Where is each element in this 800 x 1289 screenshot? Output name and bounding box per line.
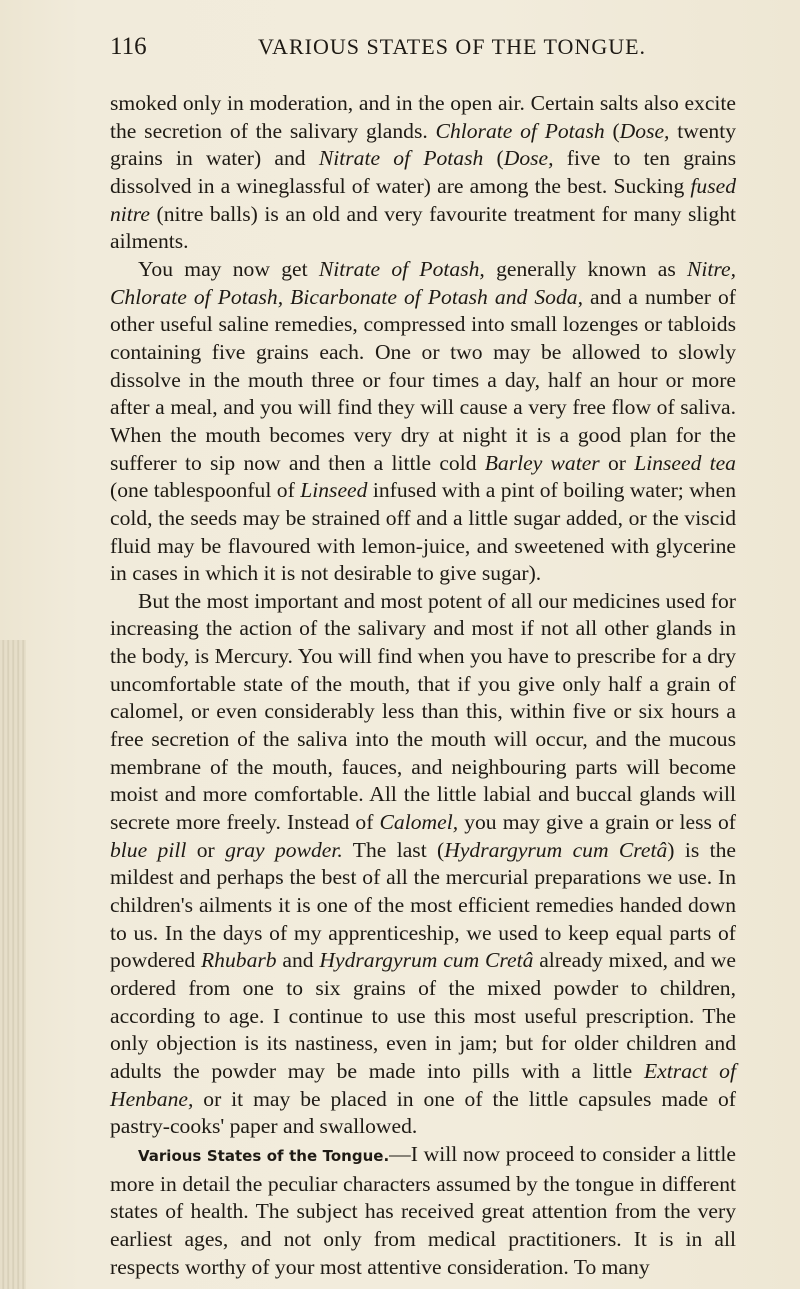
italic-run: Dose, (619, 118, 670, 143)
section-sidehead: Various States of the Tongue. (138, 1146, 390, 1165)
text-run: twenty grains in water) and (110, 118, 737, 171)
italic-run: Barley water (484, 450, 600, 475)
italic-run: blue pill (110, 837, 187, 862)
italic-run: Nitrate of Potash (318, 146, 484, 171)
text-run: You may now get (138, 256, 319, 281)
italic-run: Linseed tea (634, 450, 736, 475)
running-head: VARIOUS STATES OF THE TONGUE. (258, 34, 647, 59)
text-run: or (186, 837, 226, 862)
paragraph (110, 1141, 736, 1281)
italic-run: Nitrate of Potash, (318, 256, 485, 281)
italic-run: fused nitre (110, 173, 736, 226)
italic-run: Nitre, Chlorate of Potash, Bicarbonate of Potash and Soda, (110, 256, 736, 309)
text-run: (one tablespoonful of (110, 478, 301, 503)
italic-run: Chlorate of Potash (435, 118, 605, 143)
text-run: five to ten grains dissolved in a wineglassful of water) are among the best. Sucking (110, 146, 737, 198)
page-edge-shadow (0, 640, 26, 1289)
text-run: already mixed, and we ordered from one to six grains of the mixed powder to children, according to age. I continue to use this most useful prescription. The only objection is its nastiness, even in jam; but for older children and adults the powder may be made into pills with a little (110, 948, 736, 1083)
italic-run: gray powder. (225, 837, 343, 862)
italic-run: Calomel, (379, 810, 459, 835)
body-text (110, 90, 736, 1281)
text-run: The last ( (342, 837, 445, 862)
text-run: ( (604, 118, 620, 143)
text-run: generally known as (484, 256, 687, 281)
text-run: But the most important and most potent of all our medicines used for increasing the action of the salivary and most if not all other glands in the body, is Mercury. You will find when you have to prescribe for a dry uncomfortable state of the mouth, that if you give only half a grain of calomel, or even considerably less than this, within five or six hours a free secretion of the saliva into the mouth will occur, and the mucous membrane of the mouth, fauces, and neighbouring parts will become moist and more comfortable. All the little labial and buccal glands will secrete more freely. Instead of (110, 588, 736, 835)
paragraph (110, 90, 736, 256)
italic-run: Hydrargyrum cum Cretâ (319, 948, 534, 973)
text-run: or it may be placed in one of the little capsules made of pastry-cooks' paper and swallowed. (110, 1086, 736, 1139)
text-run: infused with a pint of boiling water; when cold, the seeds may be strained off and a little sugar added, or the viscid fluid may be flavoured with lemon-juice, and sweetened with glycerine in cases in which it is not desirable to give sugar). (110, 478, 736, 586)
text-run: you may give a grain or less of (458, 810, 736, 835)
text-run: ) is the mildest and perhaps the best of all the mercurial preparations we use. In children's ailments it is one of the most efficient remedies handed down to us. In the days of my apprenticeship, we used to keep equal parts of powdered (110, 837, 736, 973)
page-number: 116 (110, 33, 147, 60)
text-run: and a number of other useful saline remedies, compressed into small lozenges or tabloids containing five grains each. One or two may be allowed to slowly dissolve in the mouth three or four times a day, half an hour or more after a meal, and you will find they will cause a very free flow of saliva. When the mouth becomes very dry at night it is a good plan for the sufferer to sip now and then a little cold (110, 284, 736, 475)
italic-run: Extract of Henbane, (110, 1058, 736, 1111)
text-run: ( (483, 146, 504, 171)
italic-run: Dose, (503, 146, 554, 171)
italic-run: Rhubarb (200, 948, 277, 973)
italic-run: Hydrargyrum cum Cretâ (444, 837, 668, 862)
paragraph (110, 256, 736, 588)
text-run: smoked only in moderation, and in the open air. Certain salts also excite the secretion of the salivary glands. (110, 91, 736, 143)
text-run: or (599, 450, 635, 475)
page-header (110, 33, 730, 67)
italic-run: Linseed (300, 478, 368, 503)
text-run: (nitre balls) is an old and very favourite treatment for many slight ailments. (110, 201, 736, 254)
text-run: —I will now proceed to consider a little more in detail the peculiar characters assumed by the tongue in different states of health. The subject has received great attention from the very earliest ages, and not only from medical practitioners. It is in all respects worthy of your most attentive consideration. To many (110, 1141, 736, 1279)
paragraph (110, 588, 736, 1141)
text-run: and (276, 948, 320, 973)
